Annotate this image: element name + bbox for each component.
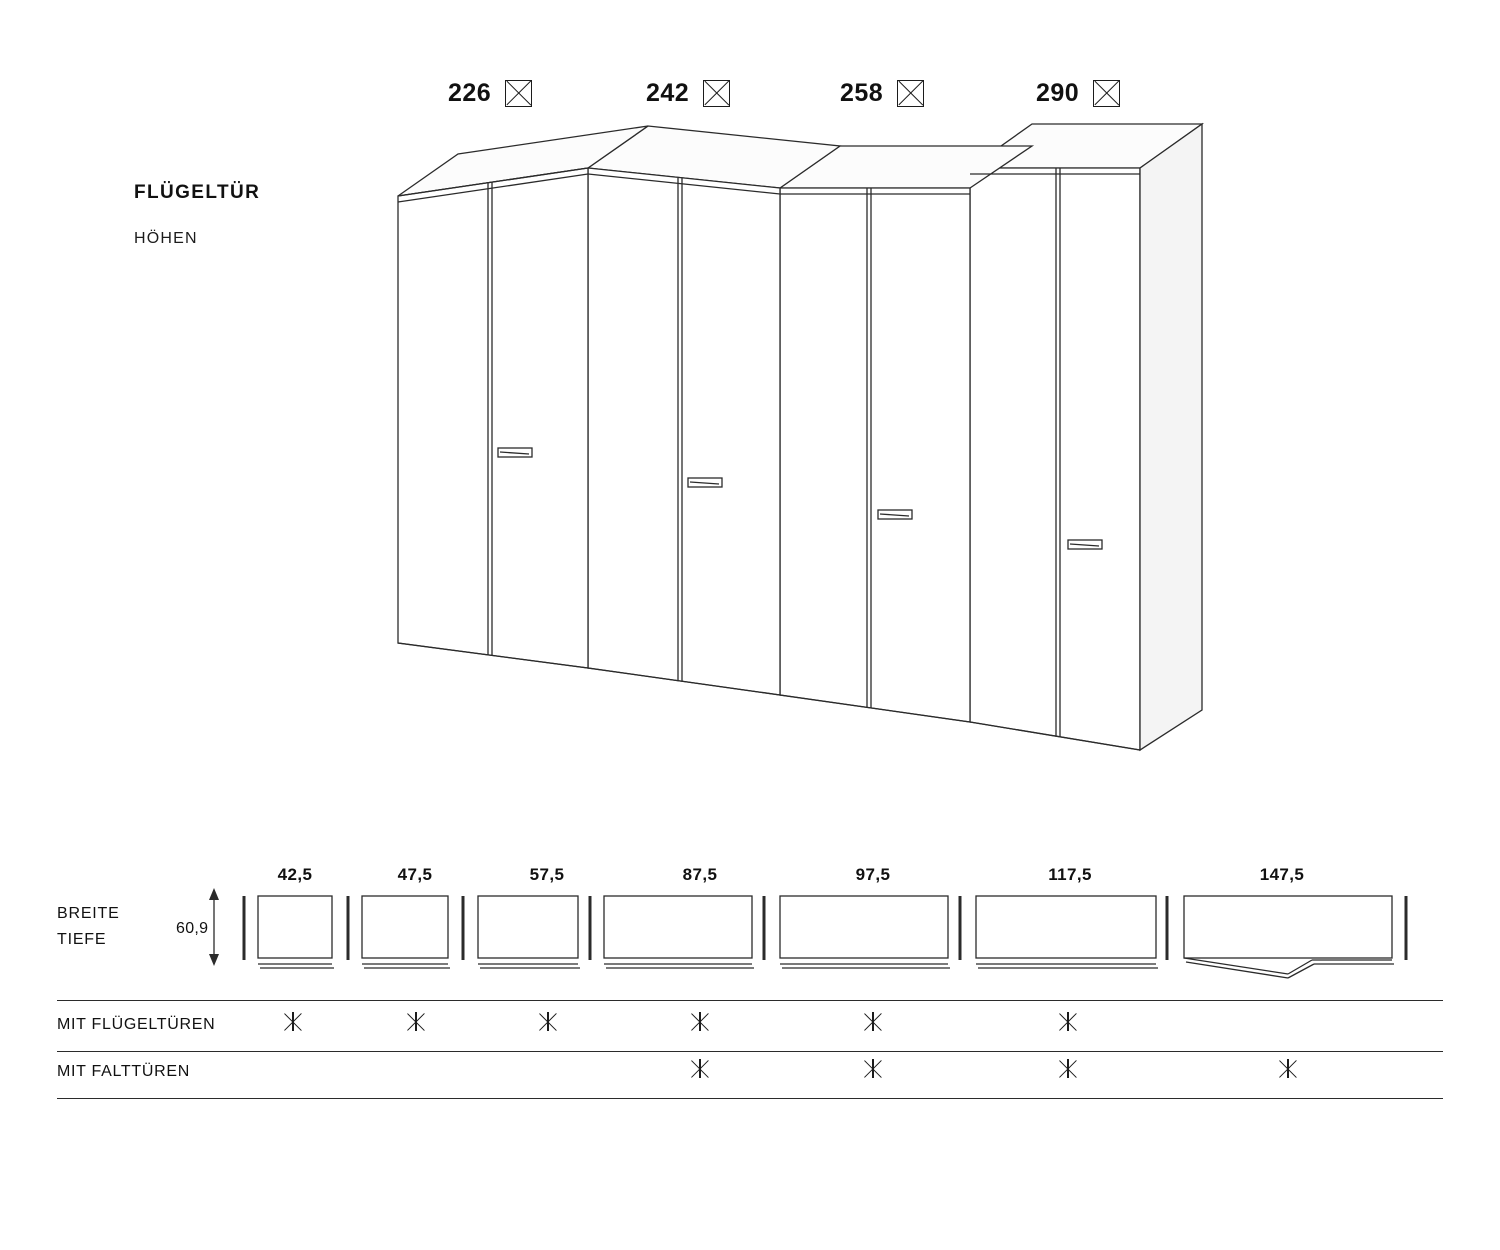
row-label-mit-falttueren: MIT FALTTÜREN <box>57 1063 190 1080</box>
x-box-icon[interactable] <box>1287 1059 1289 1078</box>
plan-box-87-5 <box>604 896 754 968</box>
wardrobe-perspective-illustration <box>370 110 1250 800</box>
width-label-97-5: 97,5 <box>855 865 891 884</box>
falt-mark-87-5[interactable] <box>699 1060 701 1078</box>
fluegel-mark-47-5[interactable] <box>415 1013 417 1031</box>
height-label: 258 <box>840 78 884 107</box>
x-box-icon[interactable] <box>547 1012 549 1031</box>
falt-mark-97-5[interactable] <box>872 1060 874 1078</box>
x-box-icon[interactable] <box>699 1012 701 1031</box>
breite-text: BREITE <box>57 905 120 922</box>
plan-box-97-5 <box>780 896 950 968</box>
table-rule-bottom <box>57 1098 1443 1099</box>
width-label-147-5: 147,5 <box>1259 865 1305 884</box>
height-label: 242 <box>646 78 690 107</box>
x-box-icon[interactable] <box>292 1012 294 1031</box>
height-label: 290 <box>1036 78 1080 107</box>
plan-box-147-5 <box>1184 896 1394 978</box>
x-box-icon[interactable] <box>1067 1059 1069 1078</box>
x-box-icon[interactable] <box>703 80 730 107</box>
x-box-icon[interactable] <box>897 80 924 107</box>
height-option-290[interactable] <box>1036 76 1120 110</box>
height-option-242[interactable] <box>646 76 730 110</box>
height-option-226[interactable] <box>448 76 532 110</box>
page-subtitle: HÖHEN <box>134 230 198 247</box>
width-label-87-5: 87,5 <box>682 865 718 884</box>
fluegel-mark-57-5[interactable] <box>547 1013 549 1031</box>
tiefe-text: TIEFE <box>57 931 107 948</box>
table-rule-top <box>57 1000 1443 1001</box>
x-box-icon[interactable] <box>415 1012 417 1031</box>
width-label-117-5: 117,5 <box>1048 865 1092 884</box>
x-box-icon[interactable] <box>872 1059 874 1078</box>
x-box-icon[interactable] <box>1067 1012 1069 1031</box>
fluegel-mark-42-5[interactable] <box>292 1013 294 1031</box>
plan-box-47-5 <box>362 896 450 968</box>
row-label-mit-fluegeltueren: MIT FLÜGELTÜREN <box>57 1016 216 1033</box>
plan-view-illustration <box>190 880 1450 990</box>
fluegel-mark-97-5[interactable] <box>872 1013 874 1031</box>
x-box-icon[interactable] <box>505 80 532 107</box>
width-label-42-5: 42,5 <box>277 865 313 884</box>
width-label-47-5: 47,5 <box>397 865 433 884</box>
breite-tiefe-label <box>57 901 120 953</box>
table-rule-middle <box>57 1051 1443 1052</box>
falt-mark-147-5[interactable] <box>1287 1060 1289 1078</box>
fluegel-mark-117-5[interactable] <box>1067 1013 1069 1031</box>
fluegel-mark-87-5[interactable] <box>699 1013 701 1031</box>
x-box-icon[interactable] <box>1093 80 1120 107</box>
height-option-258[interactable] <box>840 76 924 110</box>
width-label-57-5: 57,5 <box>529 865 565 884</box>
plan-box-117-5 <box>976 896 1158 968</box>
plan-box-42-5 <box>258 896 334 968</box>
page-title: FLÜGELTÜR <box>134 182 261 203</box>
depth-arrow-icon <box>209 888 219 966</box>
falt-mark-117-5[interactable] <box>1067 1060 1069 1078</box>
height-label: 226 <box>448 78 492 107</box>
depth-value: 60,9 <box>176 920 209 937</box>
x-box-icon[interactable] <box>872 1012 874 1031</box>
cabinet-290 <box>970 124 1202 750</box>
x-box-icon[interactable] <box>699 1059 701 1078</box>
plan-box-57-5 <box>478 896 580 968</box>
